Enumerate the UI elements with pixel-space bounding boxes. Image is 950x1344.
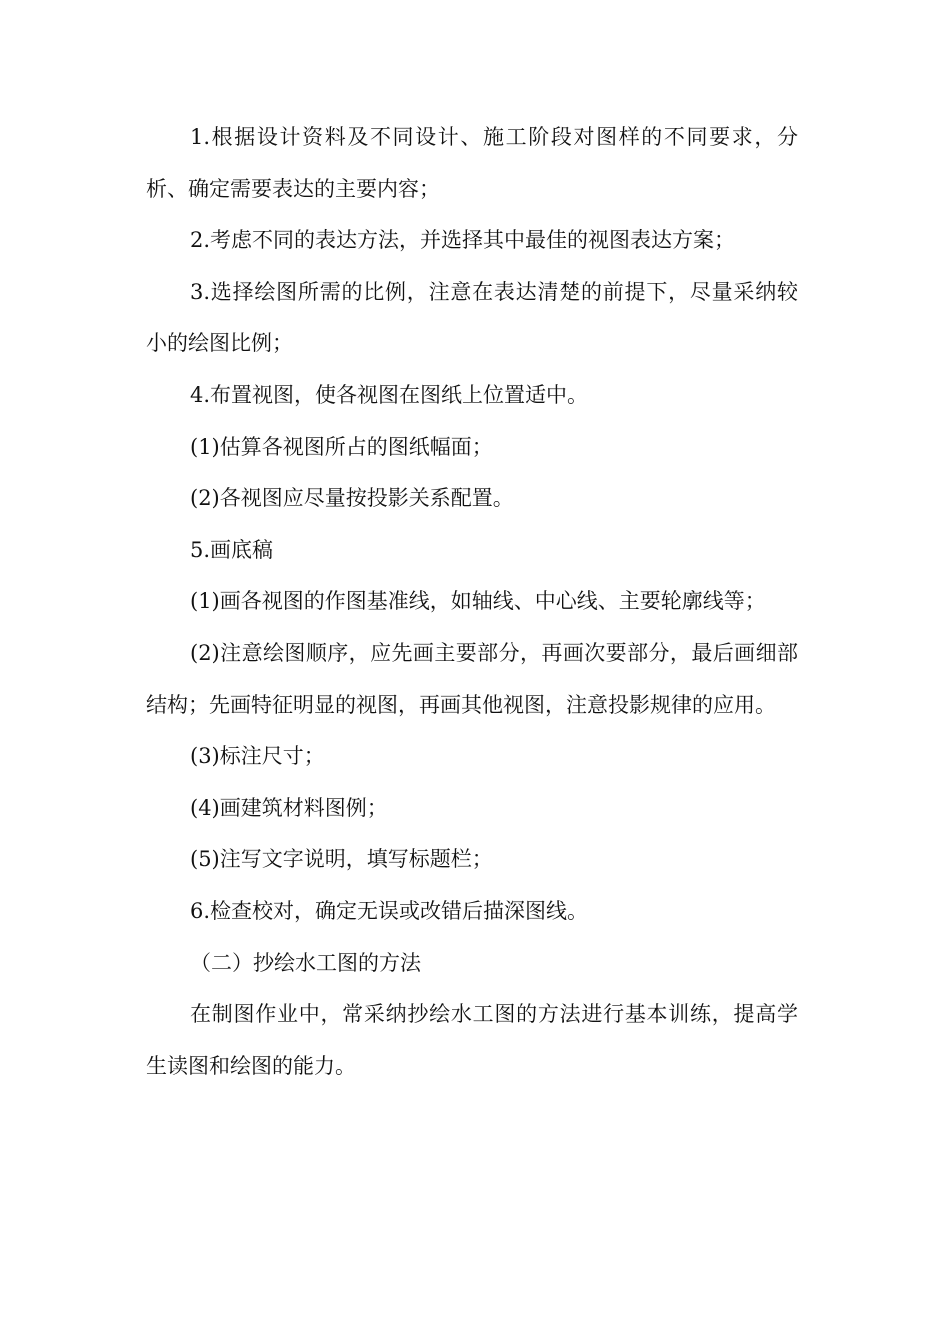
step-4-paragraph: 4.布置视图，使各视图在图纸上位置适中。 — [190, 382, 589, 407]
step-5-sub-1-paragraph: (1)画各视图的作图基准线，如轴线、中心线、主要轮廓线等； — [190, 589, 766, 614]
section-body-paragraph: 在制图作业中，常采纳抄绘水工图的方法进行基本训练，提高学生读图和绘图的能力。 — [146, 1002, 798, 1078]
step-5-sub-3-paragraph: (3)标注尺寸； — [190, 744, 325, 769]
step-5-sub-2-paragraph: (2)注意绘图顺序，应先画主要部分，再画次要部分，最后画细部结构；先画特征明显的视图，再画其他视图，注意投影规律的应用。 — [146, 640, 798, 717]
step-5-heading: 5.画底稿 — [190, 537, 274, 562]
step-4-sub-1-paragraph: (1)估算各视图所占的图纸幅面； — [190, 434, 493, 459]
document-body — [146, 112, 798, 1092]
step-5-sub-4-paragraph: (4)画建筑材料图例； — [190, 795, 388, 820]
step-5-sub-5-paragraph: (5)注写文字说明，填写标题栏； — [190, 847, 493, 872]
step-3-paragraph: 3.选择绘图所需的比例，注意在表达清楚的前提下，尽量采纳较小的绘图比例； — [146, 279, 798, 356]
step-6-paragraph: 6.检查校对，确定无误或改错后描深图线。 — [190, 898, 589, 923]
step-2-paragraph: 2.考虑不同的表达方法，并选择其中最佳的视图表达方案； — [190, 228, 736, 253]
step-4-sub-2-paragraph: (2)各视图应尽量按投影关系配置。 — [190, 486, 514, 511]
section-heading: （二）抄绘水工图的方法 — [190, 950, 421, 975]
step-1-paragraph: 1.根据设计资料及不同设计、施工阶段对图样的不同要求，分析、确定需要表达的主要内容； — [146, 125, 798, 201]
